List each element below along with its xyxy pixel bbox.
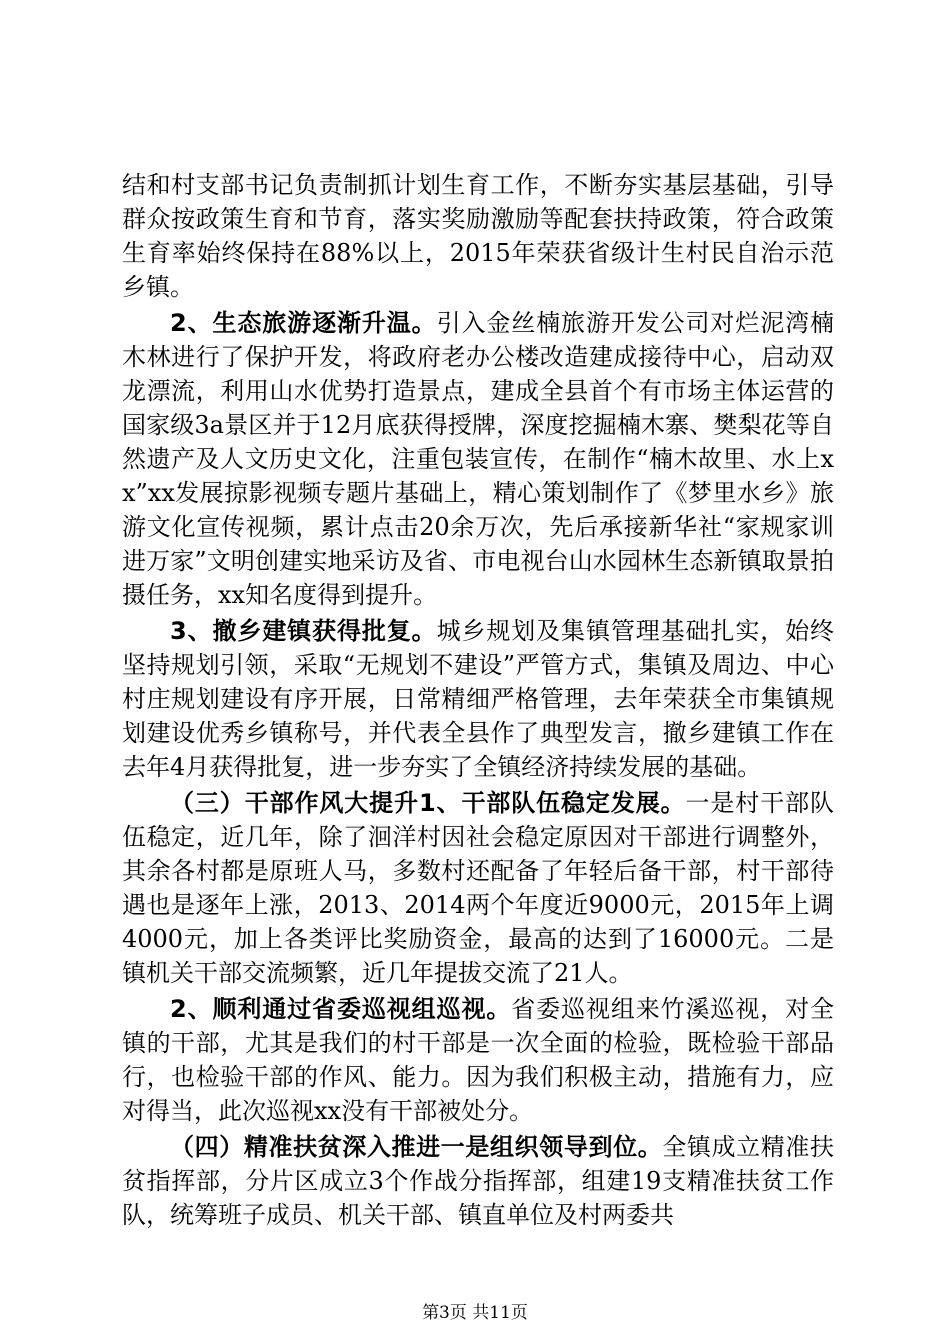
paragraph-4 [122,786,834,990]
paragraph-4-text: 一是村干部队伍稳定，近几年，除了洄洋村因社会稳定原因对干部进行调整外，其余各村都是原班人马，多数村还配备了年轻后备干部，村干部待遇也是逐年上涨，2013、2014两个年度近9000元，2015年上调4000元，加上各类评比奖励资金，最高的达到了16000元。二是镇机关干部交流频繁，近几年提拔交流了21人。 [122,789,834,987]
paragraph-6-text: 全镇成立精准扶贫指挥部，分片区成立3个作战分指挥部，组建19支精准扶贫工作队，统筹班子成员、机关干部、镇直单位及村两委共 [122,1133,835,1229]
paragraph-3-text: 城乡规划及集镇管理基础扎实，始终坚持规划引领，采取“无规划不建设”严管方式，集镇及周边、中心村庄规划建设有序开展，日常精细严格管理，去年荣获全市集镇规划建设优秀乡镇称号，并代表全县作了典型发言，撤乡建镇工作在去年4月获得批复，进一步夯实了全镇经济持续发展的基础。 [122,617,835,781]
paragraph-5-heading: 2、顺利通过省委巡视组巡视。 [170,995,512,1023]
page-number-footer: 第3页 共11页 [422,1303,528,1323]
paragraph-6 [122,1130,834,1232]
paragraph-2-heading: 2、生态旅游逐渐升温。 [170,309,437,337]
paragraph-6-heading: （四）精准扶贫深入推进一是组织领导到位。 [170,1133,663,1161]
paragraph-1 [122,168,834,304]
paragraph-5 [122,992,834,1128]
paragraph-2-text: 引入金丝楠旅游开发公司对烂泥湾楠木林进行了保护开发，将政府老办公楼改造建成接待中心，启动双龙漂流，利用山水优势打造景点，建成全县首个有市场主体运营的国家级3a景区并于12月底获得授牌，深度挖掘楠木寨、樊梨花等自然遗产及人文历史文化，注重包装宣传，在制作“楠木故里、水上xx”xx发展掠影视频专题片基础上，精心策划制作了《梦里水乡》旅游文化宣传视频，累计点击20余万次，先后承接新华社“家规家训进万家”文明创建实地采访及省、市电视台山水园林生态新镇取景拍摄任务，xx知名度得到提升。 [122,309,835,609]
document-body [122,168,834,1234]
paragraph-1-text: 结和村支部书记负责制抓计划生育工作，不断夯实基层基础，引导群众按政策生育和节育，落实奖励激励等配套扶持政策，符合政策生育率始终保持在88%以上，2015年荣获省级计生村民自治示范乡镇。 [122,171,834,301]
paragraph-5-text: 省委巡视组来竹溪巡视，对全镇的干部，尤其是我们的村干部是一次全面的检验，既检验干部品行，也检验干部的作风、能力。因为我们积极主动，措施有力，应对得当，此次巡视xx没有干部被处分。 [122,995,835,1125]
paragraph-3-heading: 3、撤乡建镇获得批复。 [170,617,437,645]
paragraph-2 [122,306,834,612]
paragraph-3 [122,614,834,784]
paragraph-4-heading: （三）干部作风大提升1、干部队伍稳定发展。 [170,789,686,817]
